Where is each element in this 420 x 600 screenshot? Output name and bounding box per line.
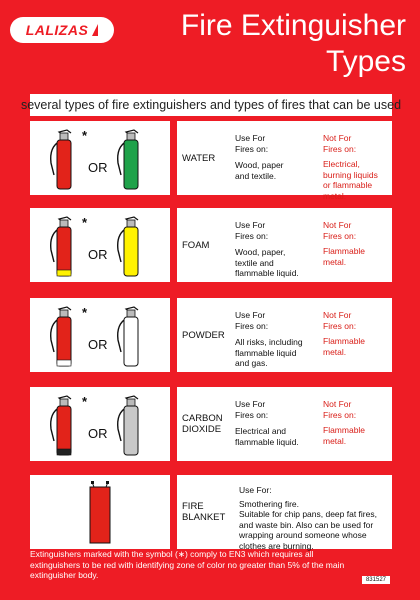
use-for-block [235, 133, 315, 181]
not-for-text: Flammable metal. [323, 425, 366, 446]
use-for-text: Electrical and flammable liquid. [235, 426, 299, 447]
image-cell [30, 387, 170, 461]
or-label: OR [88, 160, 108, 175]
image-cell [30, 475, 170, 549]
en3-star: * [82, 394, 88, 409]
use-for-label: Use For Fires on: [235, 399, 269, 420]
info-cell [177, 208, 392, 282]
info-cell [177, 387, 392, 461]
or-label: OR [88, 337, 108, 352]
not-for-label: Not For Fires on: [323, 399, 357, 420]
row-water [30, 121, 392, 201]
extinguisher-type: CARBON DIOXIDE [182, 413, 223, 435]
not-for-text: Flammable metal. [323, 336, 366, 357]
info-cell [177, 298, 392, 372]
not-for-block [323, 220, 391, 267]
not-for-text: Flammable metal. [323, 246, 366, 267]
use-for-block [235, 310, 315, 369]
not-for-block [323, 399, 391, 446]
row-foam [30, 208, 392, 282]
info-cell [177, 121, 392, 201]
image-cell [30, 121, 170, 195]
title-line-1: Fire Extinguisher [180, 9, 406, 42]
use-for-text: Wood, paper, textile and flammable liquid. [235, 247, 299, 278]
en3-star: * [82, 215, 88, 230]
use-for-block [235, 399, 315, 447]
or-label: OR [88, 247, 108, 262]
not-for-label: Not For Fires on: [323, 220, 357, 241]
colored-extinguisher-icon [112, 214, 150, 278]
use-for-text: Smothering fire. Suitable for chip pans, deep fat fires, and waste bin. Also can be used for wrapping around someone whose clothes are burning. [239, 498, 377, 551]
image-cell [30, 208, 170, 282]
use-for-label: Use For Fires on: [235, 133, 269, 154]
not-for-block [323, 310, 391, 357]
not-for-text: Electrical, burning liquids or flammable metal. [323, 159, 378, 201]
extinguisher-type: POWDER [182, 329, 225, 341]
use-for-block [235, 220, 315, 279]
page-title [106, 8, 406, 80]
use-for-text: Wood, paper and textile. [235, 160, 284, 181]
red-extinguisher-icon [45, 127, 83, 191]
image-cell [30, 298, 170, 372]
product-code: 831527 [362, 576, 390, 584]
info-cell [177, 475, 392, 549]
en3-star: * [82, 305, 88, 320]
footer-note: Extinguishers marked with the symbol (∗) comply to EN3 which requires all extinguishers to be red with identifying zone of color no greater than 5% of the main extinguisher body. [30, 549, 345, 580]
lalizas-logo [10, 17, 114, 43]
colored-extinguisher-icon [112, 127, 150, 191]
colored-extinguisher-icon [112, 304, 150, 368]
logo-text: LALIZAS [25, 22, 89, 38]
extinguisher-type: WATER [182, 152, 216, 164]
subtitle: several types of fire extinguishers and types of fires that can be used [30, 94, 392, 116]
red-extinguisher-icon [45, 393, 83, 457]
use-for-label: Use For: [239, 485, 272, 495]
extinguisher-type: FOAM [182, 239, 210, 251]
use-for-label: Use For Fires on: [235, 310, 269, 331]
not-for-label: Not For Fires on: [323, 133, 357, 154]
or-label: OR [88, 426, 108, 441]
extinguisher-type: FIRE BLANKET [182, 501, 226, 523]
row-fire-blanket [30, 475, 392, 549]
use-for-block [239, 485, 389, 551]
title-line-2: Types [325, 45, 406, 78]
use-for-label: Use For Fires on: [235, 220, 269, 241]
en3-star: * [82, 128, 88, 143]
sail-icon [92, 24, 98, 36]
colored-extinguisher-icon [112, 393, 150, 457]
row-carbon-dioxide [30, 387, 392, 461]
fire-blanket-icon [82, 481, 118, 545]
row-powder [30, 298, 392, 372]
use-for-text: All risks, including flammable liquid and gas. [235, 337, 303, 368]
red-extinguisher-icon [45, 214, 83, 278]
red-extinguisher-icon [45, 304, 83, 368]
not-for-block [323, 133, 391, 201]
not-for-label: Not For Fires on: [323, 310, 357, 331]
